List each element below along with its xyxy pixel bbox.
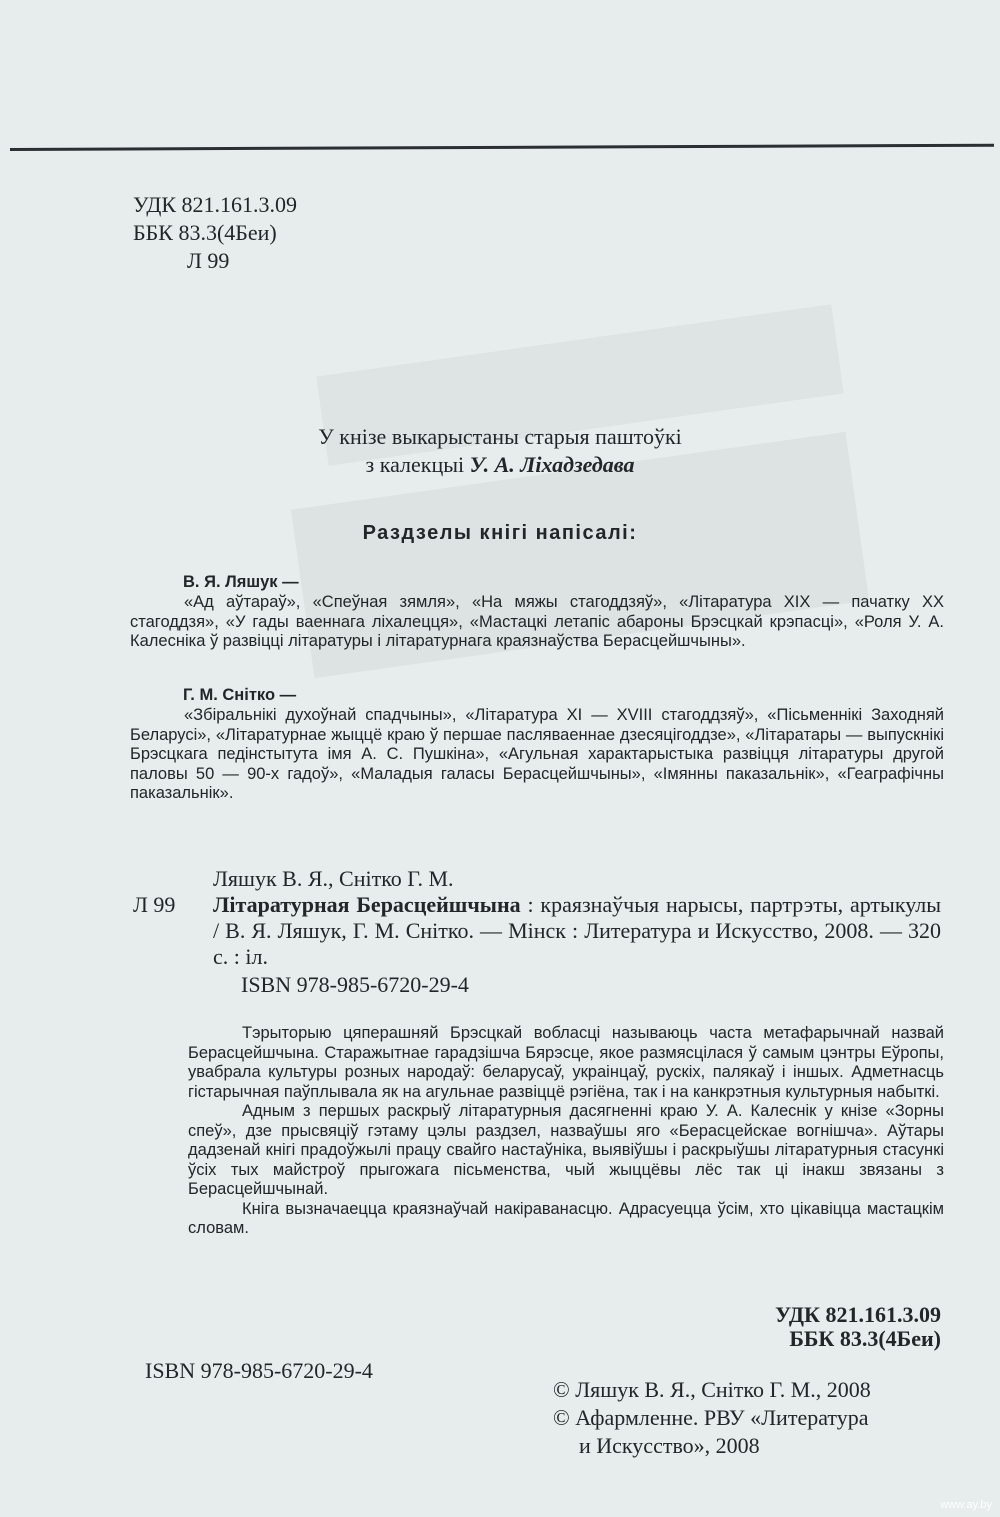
top-rule bbox=[10, 144, 994, 151]
catalog-authors: Ляшук В. Я., Снітко Г. М. bbox=[213, 866, 454, 891]
catalog-code: Л 99 bbox=[133, 892, 176, 917]
code-top: Л 99 bbox=[187, 248, 230, 273]
isbn-bottom: ISBN 978-985-6720-29-4 bbox=[145, 1358, 373, 1383]
udk-bottom: УДК 821.161.3.09 bbox=[774, 1302, 941, 1327]
site-watermark: www.ay.by bbox=[940, 1499, 992, 1511]
catalog-details: : краязнаўчыя нарысы, партрэты, артыкулы / В. Я. Ляшук, Г. М. Снітко. — Мінск : Литература и Искусство, 2008. — 320 с. : іл. bbox=[213, 892, 941, 969]
author-2-name: Г. М. Снітко — bbox=[183, 686, 297, 704]
catalog-entry bbox=[213, 892, 941, 970]
sections-heading: Раздзелы кнігі напісалі: bbox=[362, 522, 638, 544]
bbk-bottom: ББК 83.3(4Беи) bbox=[789, 1326, 941, 1351]
annotation-paragraph-2: Адным з першых раскрыў літаратурныя дасягненні краю У. А. Калеснік у кнізе «Зорны спеў», дзе прысвяціў гэтаму цэлы раздзел, назваўшы яго «Берасцейскае вогнішча». Аўтары дадзенай кнігі прадоўжылі працу свайго настаўніка, выявіўшы і раскрыўшы літаратурныя стасункі ўсіх тых майстроў прыгожага пісьменства, чый жыццёвы лёс так ці інакш звязаны з Берасцейшчынай. bbox=[188, 1102, 944, 1198]
author-1-sections: «Ад аўтараў», «Спеўная зямля», «На мяжы стагоддзяў», «Літаратура XIX — пачатку XX стагоддзя», «У гады ваеннага ліхалецця», «Мастацкі летапіс абароны Брэсцкай крэпасці», «Роля У. А. Калесніка ў развіцці літаратуры і літаратурнага краязнаўства Берасцейшчыны». bbox=[130, 593, 944, 650]
annotation-paragraph-3: Кніга вызначаецца краязнаўчай накіраванасцю. Адрасуецца ўсім, хто цікавіцца мастацкім словам. bbox=[188, 1199, 944, 1237]
catalog-isbn: ISBN 978-985-6720-29-4 bbox=[241, 972, 469, 997]
copyright-design-cont: и Искусство», 2008 bbox=[579, 1433, 760, 1458]
postcards-line-1: У кнізе выкарыстаны старыя паштоўкі bbox=[318, 424, 682, 449]
annotation-paragraph-1: Тэрыторыю цяперашняй Брэсцкай вобласці называюць часта метафарычнай назвай Берасцейшчына. Старажытнае гарадзішча Бярэсце, якое размясцілася ў самым цэнтры Еўропы, увабрала культуры розных народаў: беларусаў, украінцаў, рускіх, палякаў і іншых. Адметнасць гістарычная паўплывала як на агульнае развіццё рэгіёна, так і на канкрэтныя культурныя набыткі. bbox=[188, 1024, 944, 1101]
catalog-title: Літаратурная Берасцейшчына bbox=[213, 892, 521, 917]
collector-name: У. А. Ліхадзедава bbox=[469, 452, 635, 477]
annotation bbox=[188, 1024, 944, 1239]
author-1-name: В. Я. Ляшук — bbox=[183, 573, 299, 591]
udk-top: УДК 821.161.3.09 bbox=[133, 192, 298, 217]
copyright-design: © Афармленне. РВУ «Литература bbox=[553, 1405, 869, 1430]
bbk-top: ББК 83.3(4Беи) bbox=[133, 220, 277, 245]
author-2-sections: «Збіральнікі духоўнай спадчыны», «Літаратура XI — XVIII стагоддзяў», «Пісьменнікі Заходняй Беларусі», «Літаратурнае жыццё краю ў першае пасляваеннае дзесяцігоддзе», «Літаратары — выпускнікі Брэсцкага педінстытута імя А. С. Пушкіна», «Агульная характарыстыка развіцця літаратуры другой паловы 50 — 90-х гадоў», «Маладыя галасы Берасцейшчыны», «Імянны паказальнік», «Геаграфічны паказальнік». bbox=[130, 706, 944, 802]
postcards-line-2 bbox=[0, 452, 1000, 478]
postcards-prefix: з калекцыі bbox=[365, 452, 470, 477]
copyright-authors: © Ляшук В. Я., Снітко Г. М., 2008 bbox=[553, 1377, 871, 1402]
